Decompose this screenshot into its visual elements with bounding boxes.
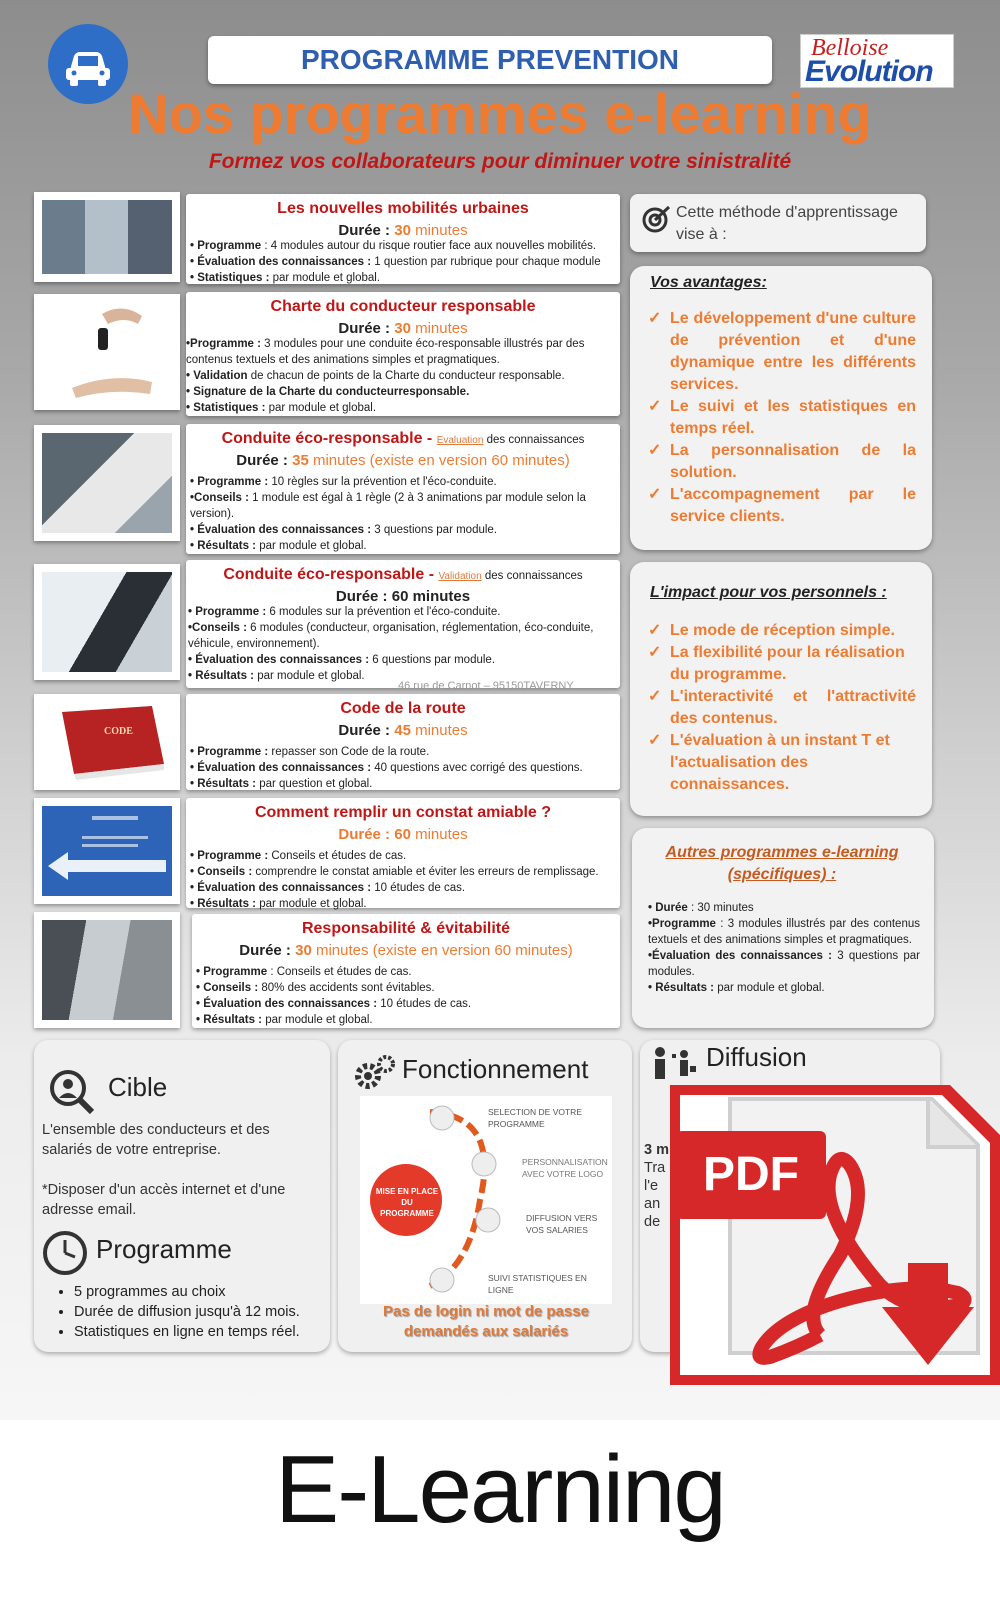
pdf-label: PDF: [703, 1148, 799, 1201]
list-item: ✓ L'accompagnement par le service clients.: [646, 484, 916, 528]
address-watermark: 46 rue de Carnot – 95150TAVERNY: [398, 680, 574, 692]
course-card-constat: [186, 798, 620, 908]
pdf-download-icon[interactable]: [670, 1085, 1000, 1385]
course-duration: Durée : 30 minutes (existe en version 60 minutes): [239, 942, 573, 959]
urban-mobility-photo: [34, 192, 180, 282]
cible-title: Cible: [108, 1072, 168, 1102]
search-users-icon: [46, 1068, 98, 1121]
list-item: ✓ Le mode de réception simple.: [646, 620, 916, 642]
cible-text: L'ensemble des conducteurs et des salariés de votre entreprise.: [42, 1122, 270, 1158]
cible-note: *Disposer d'un accès internet et d'une adresse email.: [42, 1182, 286, 1218]
process-diagram: [360, 1096, 612, 1304]
car-keys-photo: [34, 294, 180, 410]
clock-icon: [42, 1230, 88, 1281]
programme-list: [48, 1282, 344, 1342]
page-subtitle: Formez vos collaborateurs pour diminuer votre sinistralité: [208, 150, 792, 173]
other-programmes-details: • Durée : 30 minutes •Programme : 3 modules illustrés par des contenus textuels et des animations simples et pragmatiques. •Évaluation des connaissances : 3 questions par modules. • Résultats : par module et global.: [648, 902, 920, 994]
process-step: SUIVI STATISTIQUES EN LIGNE: [488, 1273, 587, 1295]
course-title: Code de la route: [340, 700, 466, 717]
course-duration: Durée : 60 minutes: [335, 588, 471, 605]
course-duration: Durée : 60 minutes: [338, 826, 468, 843]
other-programmes-box: [632, 828, 934, 1028]
list-item: ✓ Le développement d'une culture de prévention et d'une dynamique entre les différents services.: [646, 308, 916, 396]
process-step: DIFFUSION VERS VOS SALARIES: [526, 1213, 598, 1235]
course-details: • Programme : Conseils et études de cas. • Conseils : comprendre le constat amiable et éviter les erreurs de remplissage. • Évaluation des connaissances : 10 études de cas. • Résultats : par module et global.: [190, 850, 599, 910]
diffusion-panel: Diffusion 3 m Tra l'e an de: [640, 1040, 940, 1352]
cible-programme-panel: [34, 1040, 330, 1352]
people-icon: [650, 1046, 700, 1085]
page-title: Nos programmes e-learning: [128, 82, 872, 145]
impact-list: [646, 620, 916, 796]
accident-photo: [34, 912, 180, 1028]
course-details: •Programme : 3 modules pour une conduite éco-responsable illustrés par des contenus textuels et des animations simples et pragmatiques. • Validation de chacun de points de la Charte du conducteur responsable. • Signature de la Charte du conducteurresponsable. • Statistiques : par module et global.: [186, 338, 585, 414]
programme-title: Programme: [96, 1234, 232, 1264]
impact-box: [630, 562, 932, 816]
list-item: ✓ La personnalisation de la solution.: [646, 440, 916, 484]
list-item: ✓ Le suivi et les statistiques en temps réel.: [646, 396, 916, 440]
course-card-eco-validation: [186, 560, 620, 688]
list-item: ✓ L'évaluation à un instant T et l'actualisation des connaissances.: [646, 730, 916, 796]
advantages-list: [646, 308, 916, 528]
target-icon: [642, 204, 672, 239]
course-details: • Programme : 10 règles sur la prévention et l'éco-conduite. •Conseils : 1 module est égal à 1 règle (2 à 3 animations par module selon la version). • Évaluation des connaissances : 3 questions par module. • Résultats : par module et global.: [190, 476, 586, 552]
footer-title: E-Learning: [275, 1436, 725, 1543]
course-duration: Durée : 30 minutes: [338, 222, 468, 239]
diffusion-title: Diffusion: [706, 1042, 807, 1072]
course-card-urban-mobility: [186, 194, 620, 284]
programme-banner: PROGRAMME PREVENTION: [208, 36, 772, 84]
method-box: Cette méthode d'apprentissage vise à :: [630, 194, 926, 252]
course-title: Responsabilité & évitabilité: [301, 920, 511, 937]
course-title: Comment remplir un constat amiable ?: [254, 804, 552, 821]
course-title: Conduite éco-responsable - Validation des connaissances: [223, 566, 583, 583]
course-details: • Programme : repasser son Code de la route. • Évaluation des connaissances : 40 questions avec corrigé des questions. • Résultats : par question et global.: [190, 746, 583, 790]
course-card-code-route: [186, 694, 620, 790]
list-item: ✓ La flexibilité pour la réalisation du programme.: [646, 642, 916, 686]
course-details: • Programme : Conseils et études de cas. • Conseils : 80% des accidents sont évitables. • Évaluation des connaissances : 10 études de cas. • Résultats : par module et global.: [196, 966, 472, 1026]
list-item: ✓ L'interactivité et l'attractivité des contenus.: [646, 686, 916, 730]
course-duration: Durée : 30 minutes: [338, 320, 468, 337]
process-step: PERSONNALISATION AVEC VOTRE LOGO: [522, 1157, 608, 1179]
process-center: MISE EN PLACE DU PROGRAMME: [375, 1187, 439, 1218]
course-details: • Programme : 6 modules sur la prévention et l'éco-conduite. •Conseils : 6 modules (conducteur, organisation, réglementation, éco-conduite, véhicule, environnement). • Évaluation des connaissances : 6 questions par module. • Résultats : par module et global.: [188, 606, 594, 682]
course-details: • Programme : 4 modules autour du risque routier face aux nouvelles mobilités. • Évaluation des connaissances : 1 question par rubrique pour chaque module • Statistiques : par module et global.: [190, 240, 601, 284]
car-handover-photo: [34, 564, 180, 680]
impact-title: L'impact pour vos personnels :: [650, 584, 887, 601]
fonctionnement-title: Fonctionnement: [402, 1054, 589, 1084]
list-item: • Statistiques en ligne en temps réel.: [74, 1322, 344, 1342]
company-logo: Belloise Evolution: [800, 34, 954, 88]
course-title: Charte du conducteur responsable: [270, 298, 536, 315]
driving-test-photo: [34, 425, 180, 541]
course-title: Les nouvelles mobilités urbaines: [277, 200, 529, 217]
other-programmes-title: Autres programmes e-learning (spécifiques) :: [665, 844, 899, 883]
fonctionnement-panel: [338, 1040, 632, 1352]
course-duration: Durée : 45 minutes: [338, 722, 468, 739]
no-login-note: Pas de login ni mot de passe demandés aux salariés: [383, 1303, 589, 1340]
code-de-la-route-book: [34, 694, 180, 790]
course-title: Conduite éco-responsable - Evaluation des connaissances: [221, 430, 585, 447]
svg-text:CODE: CODE: [104, 726, 133, 737]
process-step: SELECTION DE VOTRE PROGRAMME: [488, 1107, 582, 1129]
gears-icon: [352, 1054, 396, 1099]
course-duration: Durée : 35 minutes (existe en version 60 minutes): [236, 452, 570, 469]
course-card-eco-evaluation: [186, 424, 620, 554]
course-card-responsabilite: [192, 914, 620, 1028]
advantages-box: [630, 266, 932, 550]
list-item: • Durée de diffusion jusqu'à 12 mois.: [74, 1302, 344, 1322]
advantages-title: Vos avantages:: [650, 274, 767, 291]
course-card-charte: [186, 292, 620, 416]
constat-amiable-image: [34, 798, 180, 904]
list-item: • 5 programmes au choix: [74, 1282, 344, 1302]
